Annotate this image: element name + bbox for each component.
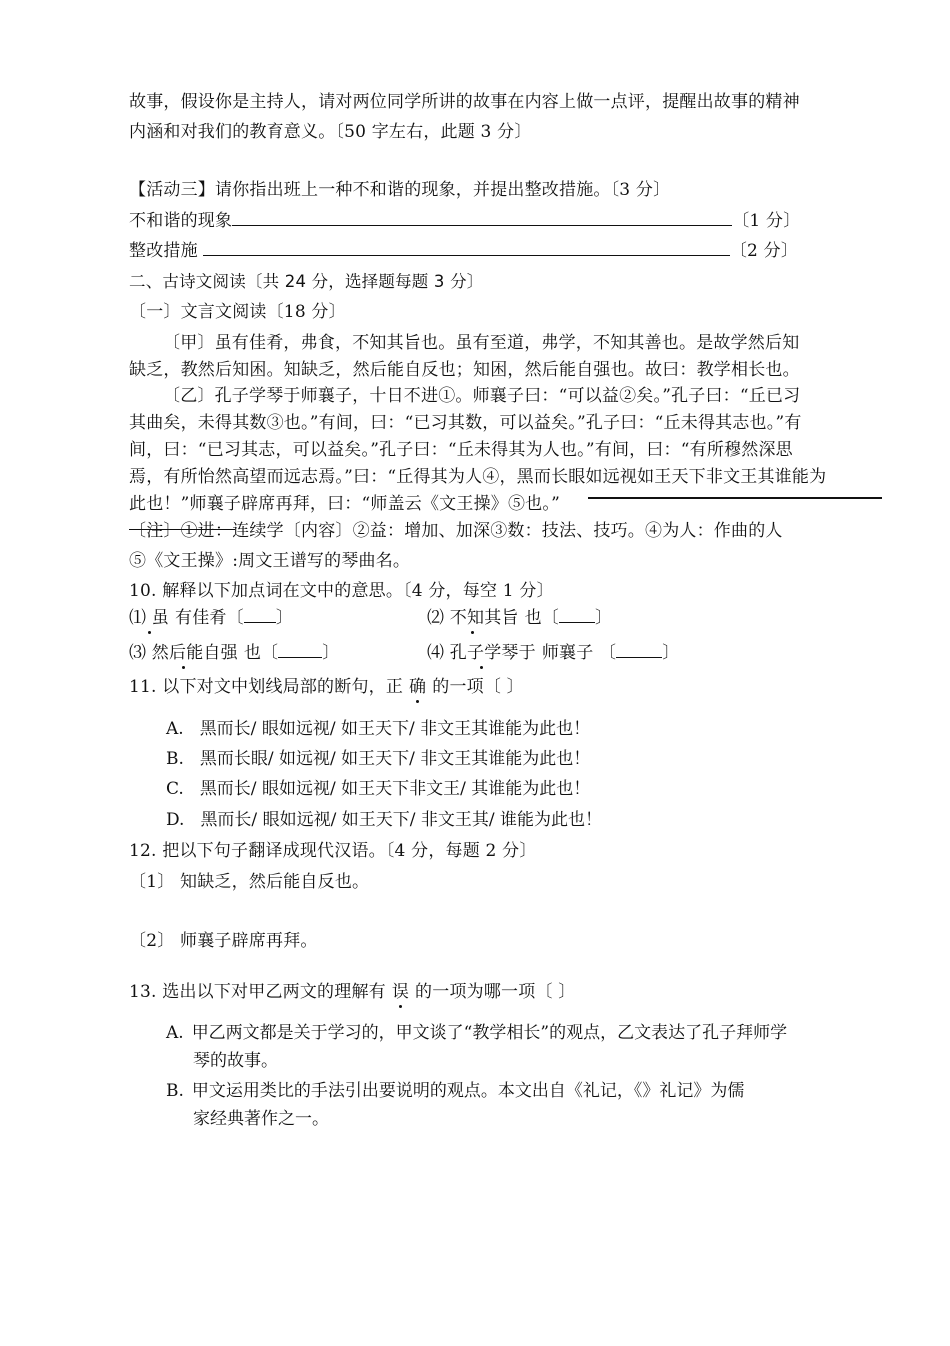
q12-stem: 12. 把以下句子翻译成现代汉语。〔4 分，每题 2 分〕 (129, 841, 537, 861)
option-text: 黑而长眼/ 如远视/ 如王天下/ 非文王其谁能为此也！ (199, 749, 591, 769)
q10-item-1 (129, 605, 293, 630)
q13-stem-c: 的一项为哪一项〔 〕 (415, 982, 576, 1002)
q11-option-c[interactable] (166, 777, 590, 801)
option-text: 黑而长/ 眼如远视/ 如王天下/ 非文王其/ 谁能为此也！ (200, 810, 602, 830)
q10-item-3 (129, 640, 339, 665)
option-text-line-1: 甲文运用类比的手法引出要说明的观点。本文出自《礼记，《》礼记》为儒 (191, 1081, 745, 1101)
option-letter: A. (166, 719, 184, 739)
q10-item-4-word: ⑷ 孔子学琴于 (427, 643, 536, 663)
q11-stem-dotted: 确 (409, 677, 427, 697)
q10-item-4-blank[interactable] (616, 640, 662, 658)
passage-jia-line-1: 〔甲〕虽有佳肴，弗食，不知其旨也。虽有至道，弗学，不知其善也。是故学然后知 (163, 333, 800, 353)
option-letter: D. (166, 810, 185, 830)
underline-rule (588, 497, 882, 499)
q10-item-2-word: ⑵ 不知其旨 (427, 608, 519, 628)
q11-stem-c: 的一项〔 〕 (432, 677, 524, 697)
passage-jia-line-2: 缺乏，教然后知困。知缺乏，然后能自反也；知困，然后能自强也。故曰：教学相长也。 (129, 360, 800, 380)
option-text: 黑而长/ 眼如远视/ 如王天下/ 非文王其谁能为此也！ (199, 719, 591, 739)
passage-yi-line-5: 此也！”师襄子辟席再拜，曰：“师盖云《文王操》⑤也。” (129, 494, 560, 514)
section2-heading: 二、古诗文阅读〔共 24 分，选择题每题 3 分〕 (129, 272, 484, 291)
q10-stem: 10. 解释以下加点词在文中的意思。〔4 分，每空 1 分〕 (129, 581, 554, 601)
q11-option-d[interactable] (166, 808, 602, 832)
row1-answer-blank[interactable] (232, 208, 732, 226)
section2-subheading: 〔一〕文言文阅读〔18 分〕 (129, 302, 346, 322)
option-letter: B. (166, 1081, 184, 1101)
row2-answer-blank[interactable] (203, 238, 730, 256)
q11-stem-a: 11. 以下对文中划线局部的断句，正 (129, 677, 404, 697)
passage-yi-line-1: 〔乙〕孔子学琴于师襄子，十日不进①。师襄子曰：“可以益②矣。”孔子曰：“丘已习 (163, 386, 801, 406)
passage-yi-line-4: 焉，有所怡然高望而远志焉。”曰：“丘得其为人④，黑而长眼如远视如王天下非文王其谁能为 (129, 467, 827, 487)
q10-item-3-word: ⑶ 然后能自强 (129, 643, 238, 663)
row2-label: 整改措施 (129, 241, 198, 261)
q11-option-b[interactable] (166, 747, 590, 771)
q10-item-1-blank[interactable] (244, 605, 276, 623)
q10-item-1-text: 有佳肴〔 (175, 608, 244, 628)
q12-sentence-1: 〔1〕 知缺乏，然后能自反也。 (129, 872, 370, 892)
passage-yi-line-2: 其曲矣，未得其数③也。”有间，曰：“已习其数，可以益矣。”孔子曰：“丘未得其志也。”有 (129, 413, 802, 433)
q10-item-3-blank[interactable] (278, 640, 322, 658)
q10-item-2 (427, 605, 612, 630)
q13-stem-a: 13. 选出以下对甲乙两文的理解有 (129, 982, 386, 1002)
q10-item-2-close: 〕 (595, 608, 613, 628)
q10-item-4-close: 〕 (662, 643, 680, 663)
q13-option-a-line-2: 琴的故事。 (193, 1051, 278, 1071)
option-text: 黑而长/ 眼如远视/ 如王天下非文王/ 其谁能为此也！ (199, 779, 591, 799)
q13-stem-dotted: 误 (391, 982, 410, 1002)
q10-item-2-blank[interactable] (559, 605, 595, 623)
q10-item-4-text: 师襄子 〔 (541, 643, 617, 663)
q10-item-3-close: 〕 (322, 643, 340, 663)
notes-line-1: 〔注〕①进：连续学〔内容〕②益：增加、加深③数：技法、技巧。④为人：作曲的人 (129, 521, 783, 541)
q10-item-3-text: 也〔 (243, 643, 279, 663)
activity3-row-1 (129, 208, 800, 233)
q13-option-b-line-2: 家经典著作之一。 (193, 1109, 329, 1129)
activity3-row-2 (129, 238, 798, 263)
passage-yi-line-3: 间，曰：“已习其志，可以益矣。”孔子曰：“丘未得其为人也。”有间，曰：“有所穆然深思 (129, 440, 793, 460)
activity3-title: 【活动三】请你指出班上一种不和谐的现象，并提出整改措施。〔3 分〕 (129, 180, 671, 200)
option-letter: A. (166, 1023, 184, 1043)
q11-option-a[interactable] (166, 717, 590, 741)
q10-item-1-close: 〕 (275, 608, 294, 628)
option-letter: C. (166, 779, 184, 799)
q11-stem (129, 675, 524, 699)
q10-item-1-word: ⑴ 虽 (129, 608, 170, 628)
intro-line-1: 故事，假设你是主持人，请对两位同学所讲的故事在内容上做一点评，提醒出故事的精神 (129, 92, 800, 112)
row2-score: 〔2 分〕 (729, 241, 799, 261)
row1-label: 不和谐的现象 (129, 211, 233, 231)
row1-score: 〔1 分〕 (732, 211, 801, 231)
q13-option-a[interactable] (166, 1021, 787, 1045)
q13-option-b[interactable] (166, 1079, 744, 1103)
option-letter: B. (166, 749, 184, 769)
q12-sentence-2: 〔2〕 师襄子辟席再拜。 (129, 931, 318, 951)
notes-line-2: ⑤《文王操》:周文王谱写的琴曲名。 (129, 551, 411, 571)
option-text-line-1: 甲乙两文都是关于学习的，甲文谈了“教学相长”的观点，乙文表达了孔子拜师学 (191, 1023, 788, 1043)
q10-item-2-text: 也〔 (524, 608, 560, 628)
q13-stem (129, 980, 575, 1004)
q10-item-4 (427, 640, 679, 665)
intro-line-2: 内涵和对我们的教育意义。〔50 字左右，此题 3 分〕 (129, 122, 532, 142)
notes-strike-mark (129, 529, 235, 530)
